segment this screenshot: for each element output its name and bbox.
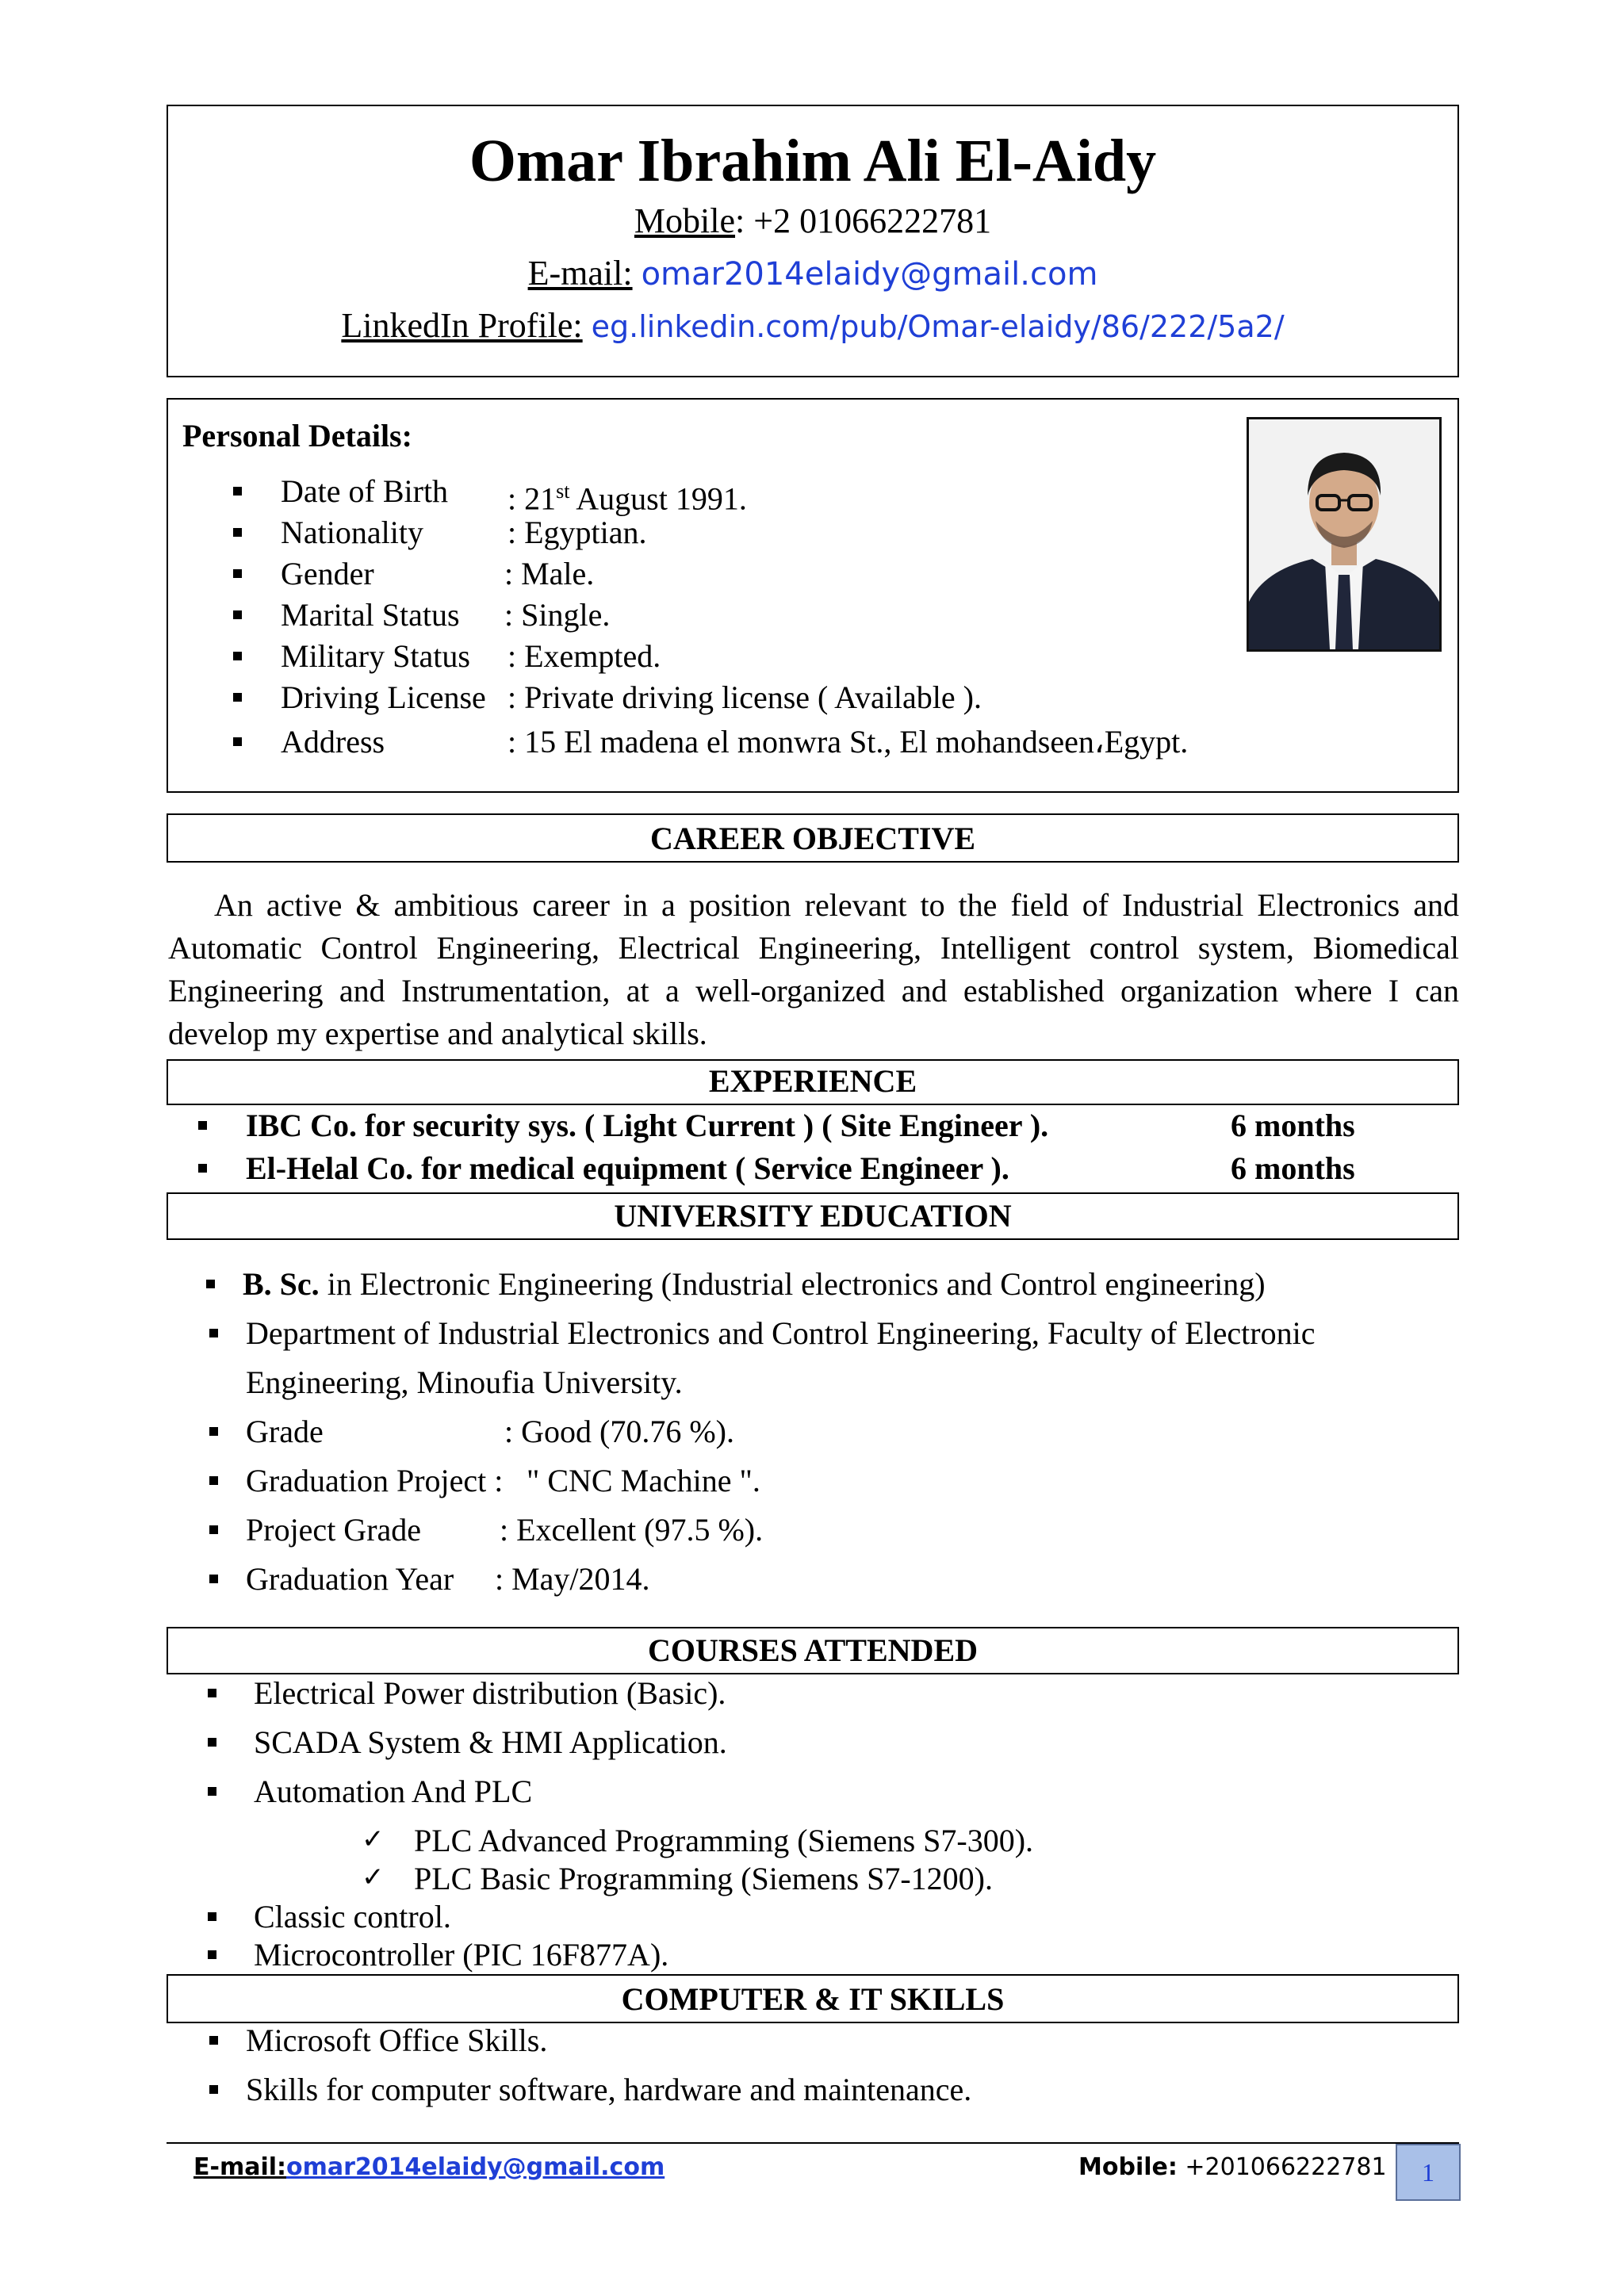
footer-email bbox=[193, 2153, 665, 2181]
project-grade-value: : Excellent (97.5 %). bbox=[500, 1512, 764, 1548]
square-bullet-icon bbox=[233, 528, 242, 537]
square-bullet-icon bbox=[208, 1787, 216, 1796]
course-item-2: SCADA System & HMI Application. bbox=[254, 1724, 727, 1760]
skills-title: COMPUTER & IT SKILLS bbox=[621, 1981, 1005, 2017]
header-email bbox=[168, 252, 1457, 296]
military-value: : Exempted. bbox=[508, 638, 661, 674]
career-objective-header bbox=[167, 813, 1459, 863]
graduation-year-value: : May/2014. bbox=[495, 1561, 650, 1597]
experience-item-1: IBC Co. for security sys. ( Light Current ) ( Site Engineer ). bbox=[246, 1108, 1049, 1143]
square-bullet-icon bbox=[209, 1476, 218, 1485]
experience-title: EXPERIENCE bbox=[708, 1063, 917, 1099]
email-link[interactable]: omar2014elaidy@gmail.com bbox=[641, 256, 1098, 293]
mobile-label: Mobile bbox=[634, 201, 736, 240]
course-item-1: Electrical Power distribution (Basic). bbox=[254, 1675, 726, 1711]
linkedin-label: LinkedIn Profile: bbox=[341, 306, 583, 345]
career-objective-title: CAREER OBJECTIVE bbox=[649, 821, 976, 856]
header-mobile bbox=[168, 200, 1457, 243]
square-bullet-icon bbox=[209, 1525, 218, 1534]
checkmark-icon: ✓ bbox=[362, 1823, 385, 1855]
marital-label: Marital Status bbox=[281, 597, 460, 633]
driving-label: Driving License bbox=[281, 679, 486, 715]
square-bullet-icon bbox=[209, 1329, 218, 1337]
header-box bbox=[167, 105, 1459, 377]
grade-label: Grade bbox=[246, 1414, 324, 1449]
experience-header bbox=[167, 1059, 1459, 1105]
address-value: : 15 El madena el monwra St., El mohandseen،Egypt. bbox=[508, 724, 1189, 760]
square-bullet-icon bbox=[233, 610, 242, 619]
military-label: Military Status bbox=[281, 638, 470, 674]
square-bullet-icon bbox=[209, 1575, 218, 1583]
project-grade-label: Project Grade bbox=[246, 1512, 422, 1548]
graduation-project-label: Graduation Project : bbox=[246, 1463, 504, 1498]
mobile-value: : +2 01066222781 bbox=[735, 201, 992, 240]
course-item-4: Classic control. bbox=[254, 1899, 451, 1934]
page-number-badge bbox=[1396, 2144, 1461, 2201]
objective-line-3: Engineering and Instrumentation, at a well-organized and established organization where I can bbox=[168, 973, 1459, 1008]
square-bullet-icon bbox=[233, 737, 242, 746]
experience-duration-1: 6 months bbox=[1231, 1108, 1355, 1143]
square-bullet-icon bbox=[209, 2085, 218, 2094]
square-bullet-icon bbox=[209, 2036, 218, 2045]
graduation-project-value: " CNC Machine ". bbox=[527, 1463, 760, 1498]
skill-item-1: Microsoft Office Skills. bbox=[246, 2022, 548, 2058]
page-number: 1 bbox=[1422, 2158, 1434, 2187]
driving-value: : Private driving license ( Available ). bbox=[508, 679, 982, 715]
department-line-1: Department of Industrial Electronics and Control Engineering, Faculty of Electronic bbox=[246, 1315, 1316, 1351]
address-label: Address bbox=[281, 724, 385, 760]
square-bullet-icon bbox=[208, 1912, 216, 1921]
dob-value: : 21st August 1991. bbox=[508, 480, 747, 517]
square-bullet-icon bbox=[233, 652, 242, 660]
square-bullet-icon bbox=[233, 487, 242, 496]
footer-mobile bbox=[1078, 2153, 1387, 2181]
course-item-3: Automation And PLC bbox=[254, 1774, 533, 1809]
personal-details-title: Personal Details: bbox=[182, 418, 412, 453]
profile-photo bbox=[1247, 417, 1442, 652]
nationality-label: Nationality bbox=[281, 515, 423, 550]
course-item-5: Microcontroller (PIC 16F877A). bbox=[254, 1937, 669, 1973]
courses-header bbox=[167, 1627, 1459, 1674]
graduation-year-label: Graduation Year bbox=[246, 1561, 454, 1597]
square-bullet-icon bbox=[208, 1738, 216, 1747]
square-bullet-icon bbox=[198, 1164, 207, 1173]
gender-value: : Male. bbox=[504, 556, 595, 591]
dob-label: Date of Birth bbox=[281, 473, 449, 509]
footer-email-label: E-mail: bbox=[193, 2153, 287, 2181]
skills-header bbox=[167, 1974, 1459, 2023]
square-bullet-icon bbox=[233, 693, 242, 702]
footer-mobile-value: +201066222781 bbox=[1177, 2153, 1387, 2181]
linkedin-link[interactable]: eg.linkedin.com/pub/Omar-elaidy/86/222/5a2/ bbox=[591, 309, 1285, 344]
degree-field: in Electronic Engineering (Industrial electronics and Control engineering) bbox=[319, 1266, 1266, 1302]
person-photo-icon bbox=[1249, 419, 1439, 649]
education-title: UNIVERSITY EDUCATION bbox=[614, 1198, 1012, 1234]
grade-value: : Good (70.76 %). bbox=[504, 1414, 734, 1449]
objective-line-2: Automatic Control Engineering, Electrical Engineering, Intelligent control system, Biomedical bbox=[168, 930, 1459, 966]
gender-label: Gender bbox=[281, 556, 374, 591]
courses-title: COURSES ATTENDED bbox=[647, 1632, 979, 1668]
marital-value: : Single. bbox=[504, 597, 611, 633]
header-linkedin bbox=[168, 304, 1457, 348]
degree-line bbox=[243, 1265, 1266, 1303]
square-bullet-icon bbox=[233, 569, 242, 578]
objective-line-4: develop my expertise and analytical skills. bbox=[168, 1016, 707, 1051]
degree-title: B. Sc. bbox=[243, 1266, 320, 1302]
email-label: E-mail: bbox=[527, 254, 633, 293]
experience-item-2: El-Helal Co. for medical equipment ( Service Engineer ). bbox=[246, 1150, 1009, 1186]
square-bullet-icon bbox=[206, 1280, 215, 1288]
square-bullet-icon bbox=[208, 1689, 216, 1697]
education-header bbox=[167, 1192, 1459, 1240]
square-bullet-icon bbox=[209, 1427, 218, 1436]
square-bullet-icon bbox=[198, 1121, 207, 1130]
footer-divider bbox=[167, 2142, 1459, 2144]
checkmark-icon: ✓ bbox=[362, 1862, 385, 1893]
candidate-name: Omar Ibrahim Ali El-Aidy bbox=[469, 128, 1157, 194]
objective-line-1: An active & ambitious career in a position relevant to the field of Industrial Electronics and bbox=[214, 887, 1459, 923]
course-subitem-1: PLC Advanced Programming (Siemens S7-300). bbox=[414, 1823, 1034, 1858]
square-bullet-icon bbox=[208, 1950, 216, 1959]
footer-mobile-label: Mobile: bbox=[1078, 2153, 1178, 2181]
course-subitem-2: PLC Basic Programming (Siemens S7-1200). bbox=[414, 1861, 993, 1896]
experience-duration-2: 6 months bbox=[1231, 1150, 1355, 1186]
footer-email-link[interactable]: omar2014elaidy@gmail.com bbox=[286, 2153, 665, 2181]
skill-item-2: Skills for computer software, hardware and maintenance. bbox=[246, 2072, 972, 2107]
nationality-value: : Egyptian. bbox=[508, 515, 647, 550]
department-line-2: Engineering, Minoufia University. bbox=[246, 1364, 683, 1400]
